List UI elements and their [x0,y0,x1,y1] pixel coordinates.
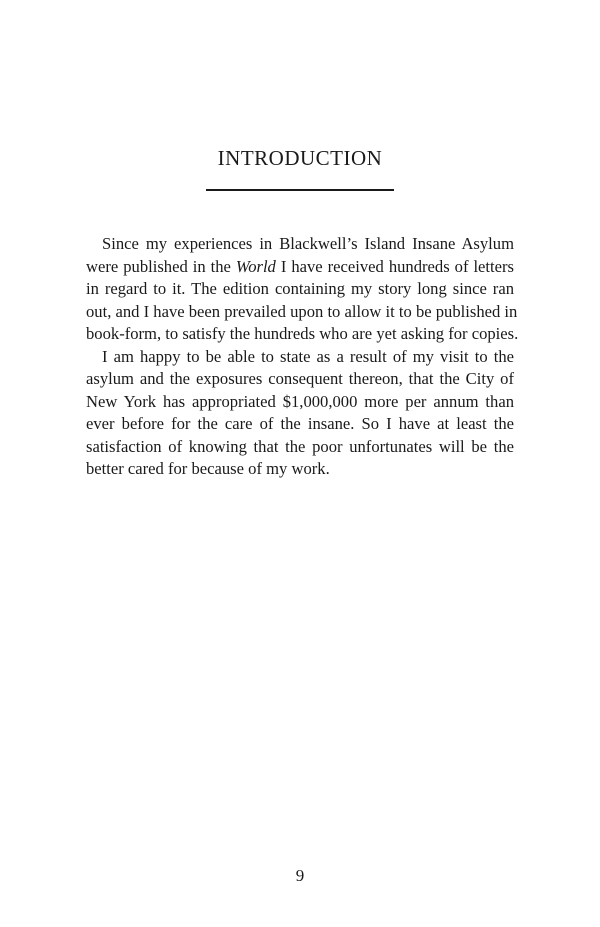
text-line [86,436,514,459]
text-run: New York has appropriated $1,000,000 more per annum than [86,391,514,411]
text-run: better cared for because of my work. [86,459,330,478]
text-line [86,256,514,279]
text-line [86,413,514,436]
text-run: ever before for the care of the insane. So I have at least the [86,414,514,433]
paragraph [86,233,519,346]
text-run: Since my experiences in Blackwell’s Island Insane Asylum [102,234,514,253]
chapter-title: INTRODUCTION [217,146,383,170]
text-run: satisfaction of knowing that the poor unfortunates will be the [86,436,514,456]
text-run: asylum and the exposures consequent thereon, that the City of [86,369,514,388]
text-line [86,368,514,391]
text-line [86,233,514,256]
text-run: out, and I have been prevailed upon to allow it to be published in [86,301,518,321]
text-line [86,346,514,369]
text-run: in regard to it. The edition containing my story long since ran [86,279,514,298]
body-text [86,233,519,481]
title-divider [206,189,394,191]
text-line [86,278,514,301]
italic-text: World [235,256,276,276]
text-run: I have received hundreds of letters [275,256,514,276]
page-number: 9 [295,866,305,885]
text-line [86,301,518,324]
paragraph [86,346,514,481]
text-run: book-form, to satisfy the hundreds who are yet asking for copies. [86,324,519,343]
text-line [86,323,519,346]
text-run: I am happy to be able to state as a result of my visit to the [102,346,514,366]
text-line [86,458,514,481]
text-run: were published in the [86,256,236,276]
text-line [86,391,514,414]
